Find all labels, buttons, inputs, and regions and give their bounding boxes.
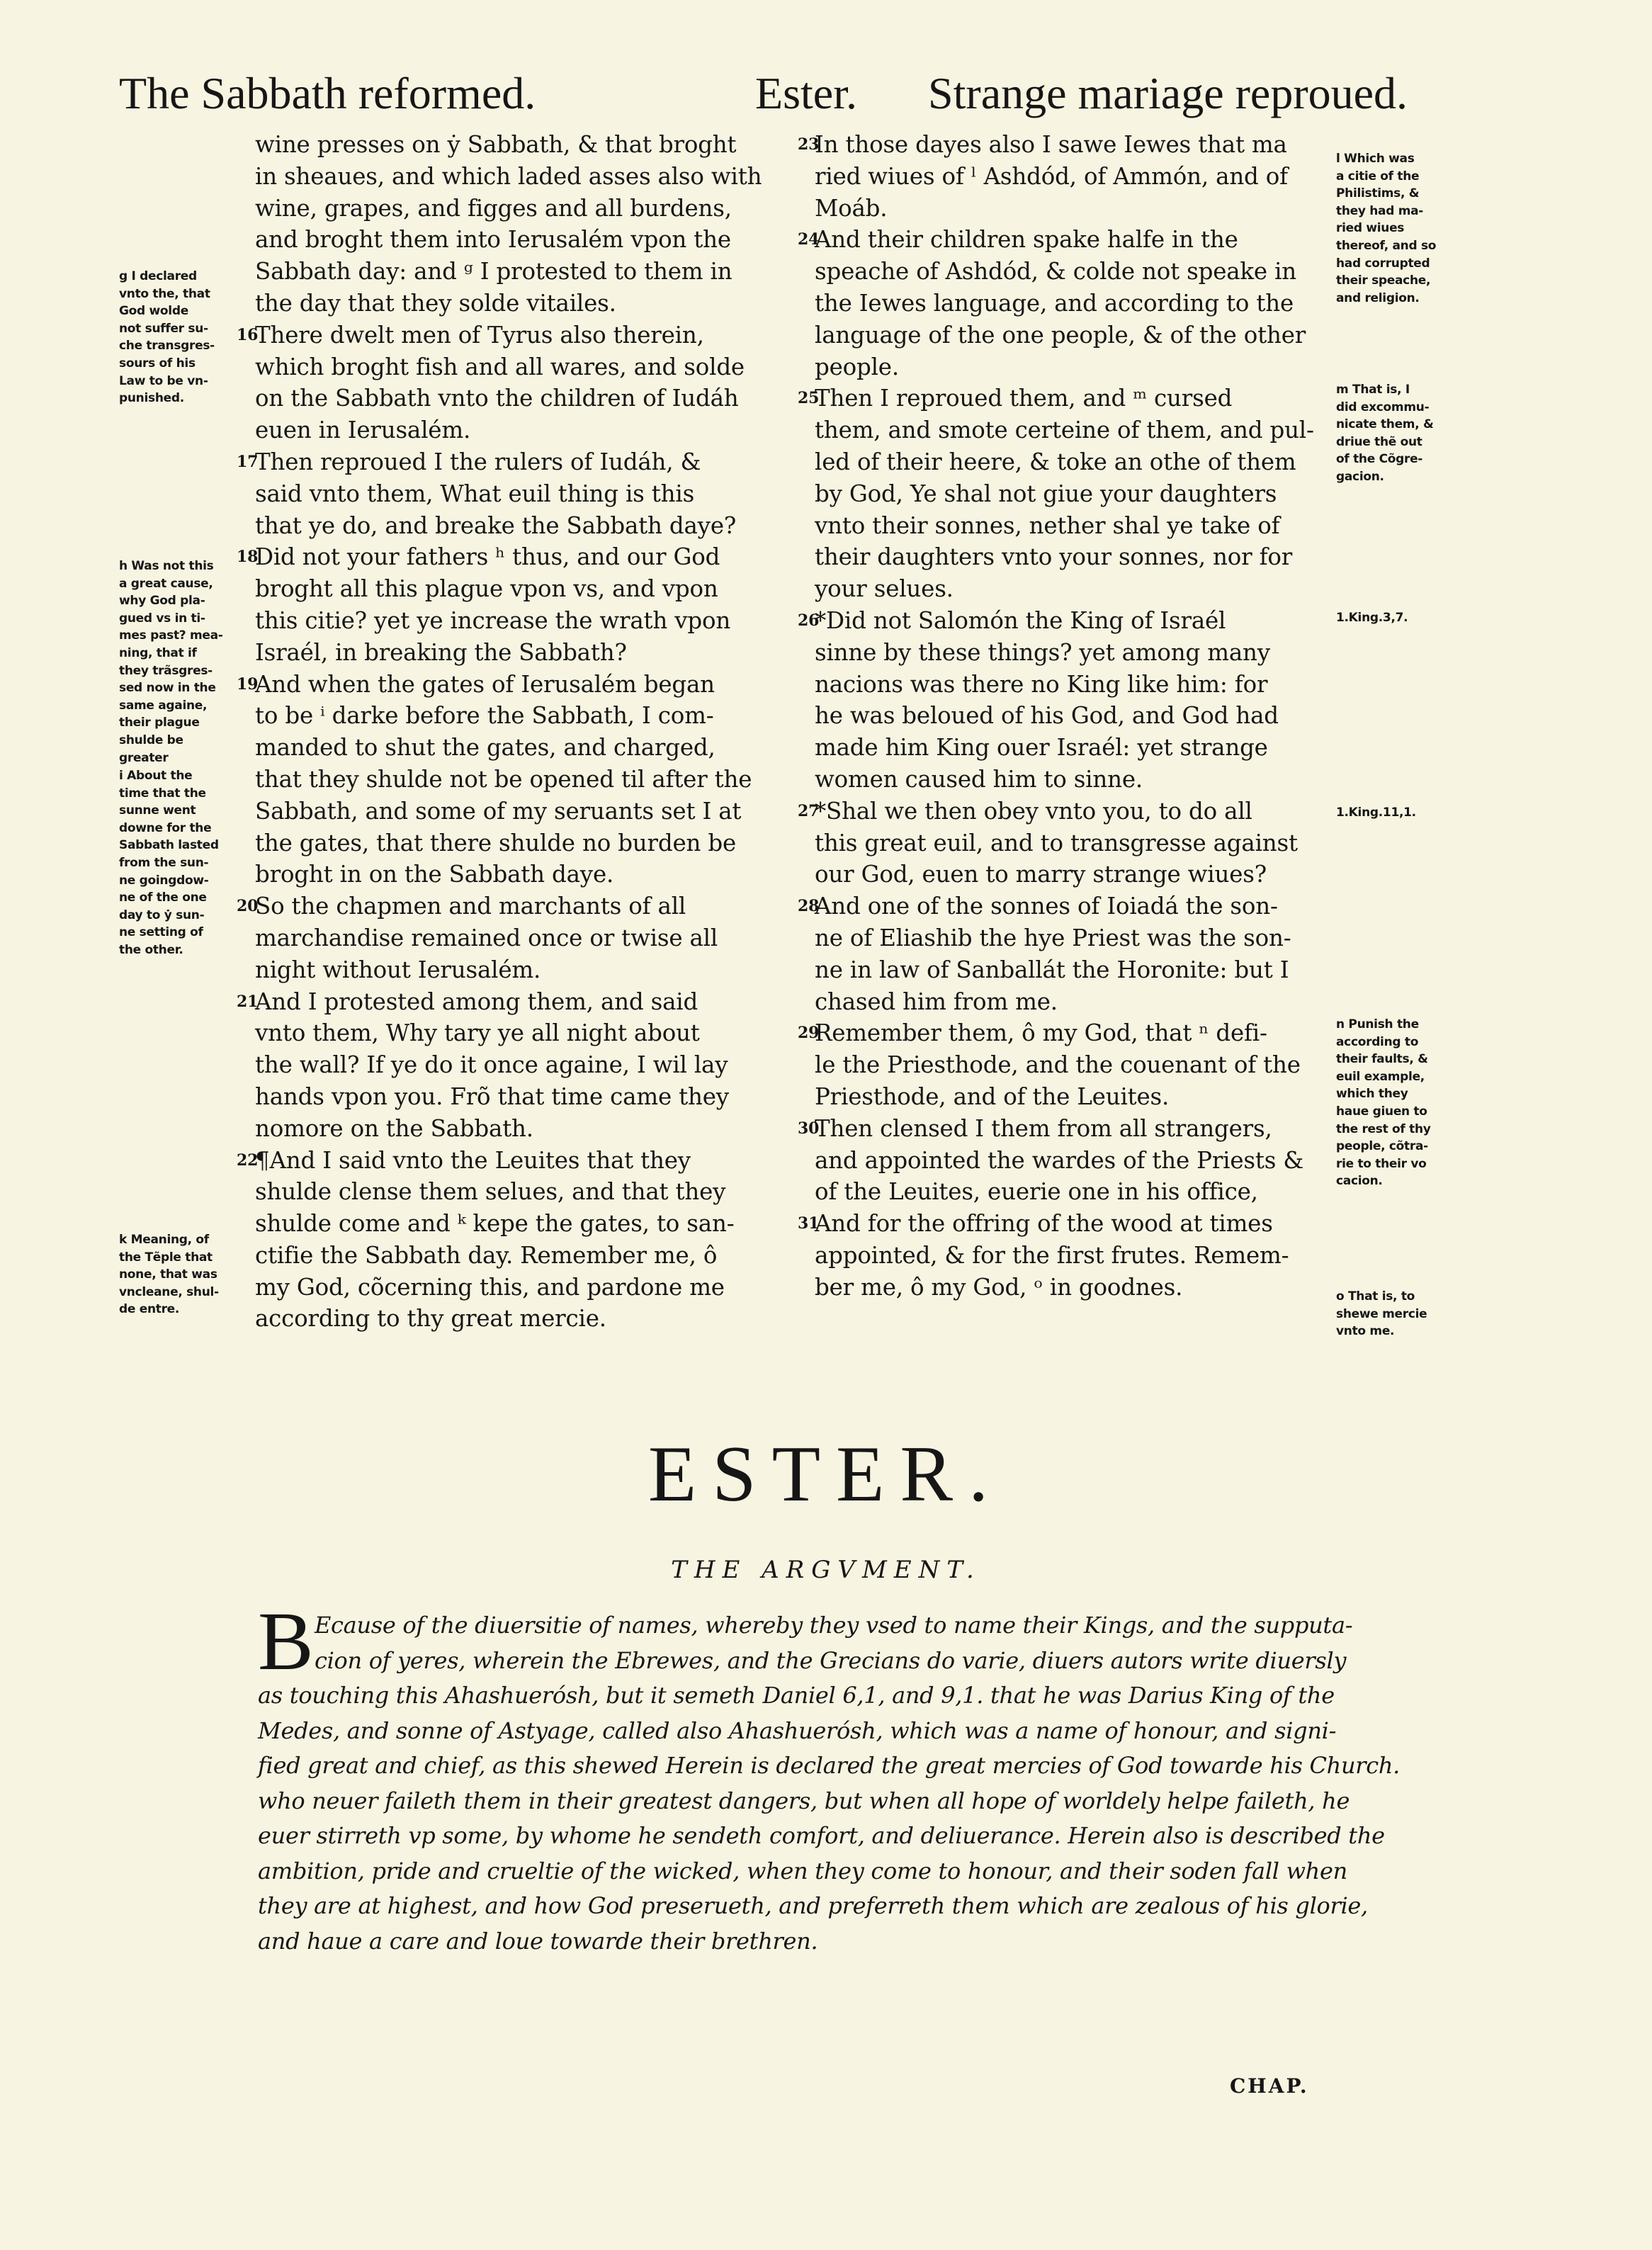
text-line xyxy=(255,796,793,827)
text-line xyxy=(815,637,1353,669)
line-text: euen in Ierusalém. xyxy=(255,417,471,444)
text-line xyxy=(815,764,1353,796)
text-line xyxy=(255,510,793,542)
text-line xyxy=(255,922,793,954)
line-text: made him King ouer Israél: yet strange xyxy=(815,734,1268,762)
text-line xyxy=(798,605,1353,637)
line-text: Israél, in breaking the Sabbath? xyxy=(255,638,627,666)
line-text: your selues. xyxy=(815,575,954,603)
line-text: and appointed the wardes of the Priests & xyxy=(815,1146,1304,1174)
argument-line: cion of yeres, wherein the Ebrewes, and the Grecians do varie, diuers autors write diuersly xyxy=(315,1646,1347,1674)
text-line xyxy=(815,669,1353,701)
line-text: Then I reproued them, and ᵐ cursed xyxy=(815,385,1233,412)
argument-line: who neuer faileth them in their greatest dangers, but when all hope of worldely helpe faileth, he xyxy=(258,1787,1350,1814)
line-text: Sabbath, and some of my seruants set I at xyxy=(255,797,742,825)
line-text: appointed, & for the first frutes. Remem- xyxy=(815,1241,1289,1269)
line-text: he was beloued of his God, and God had xyxy=(815,702,1279,730)
text-line xyxy=(255,827,793,859)
text-line xyxy=(815,922,1353,954)
line-text: shulde come and ᵏ kepe the gates, to san- xyxy=(255,1210,735,1238)
line-text: nomore on the Sabbath. xyxy=(255,1114,533,1142)
text-line xyxy=(255,732,793,764)
line-text: their daughters vnto your sonnes, nor for xyxy=(815,543,1293,571)
line-text: ¶And I said vnto the Leuites that they xyxy=(255,1146,691,1174)
text-line xyxy=(798,224,1353,256)
line-text: chased him from me. xyxy=(815,988,1058,1015)
header-left-title: The Sabbath reformed. xyxy=(119,68,536,118)
text-line xyxy=(798,796,1353,827)
text-line xyxy=(255,1208,793,1240)
text-line xyxy=(237,986,793,1018)
line-text: our God, euen to marry strange wiues? xyxy=(815,861,1267,888)
argument-dropcap: B xyxy=(258,1595,314,1688)
text-line xyxy=(798,1113,1353,1145)
verse-number: 25 xyxy=(798,389,820,408)
line-text: And their children spake halfe in the xyxy=(815,226,1238,254)
line-text: Sabbath day: and ᵍ I protested to them in xyxy=(255,258,732,286)
text-line xyxy=(255,129,793,161)
text-line xyxy=(815,859,1353,891)
line-text: ber me, ô my God, ᵒ in goodnes. xyxy=(815,1273,1183,1301)
line-text: that they shulde not be opened til after the xyxy=(255,765,752,793)
text-line xyxy=(815,1176,1353,1208)
text-line xyxy=(255,1240,793,1272)
line-text: this citie? yet ye increase the wrath vpon xyxy=(255,606,731,634)
text-line xyxy=(815,288,1353,320)
text-line xyxy=(255,1176,793,1208)
text-line xyxy=(255,764,793,796)
argument-line: they are at highest, and how God preserueth, and preferreth them which are zealous of his glorie, xyxy=(258,1892,1368,1919)
text-line xyxy=(255,605,793,637)
left-text-column xyxy=(237,129,793,1335)
text-line xyxy=(798,383,1353,414)
text-line xyxy=(815,414,1353,446)
line-text: So the chapmen and marchants of all xyxy=(255,893,686,920)
text-line xyxy=(815,700,1353,732)
text-line xyxy=(815,1145,1353,1177)
line-text: Priesthode, and of the Leuites. xyxy=(815,1082,1170,1110)
line-text: sinne by these things? yet among many xyxy=(815,638,1270,666)
line-text: vnto them, Why tary ye all night about xyxy=(255,1019,700,1047)
line-text: language of the one people, & of the other xyxy=(815,321,1306,349)
line-text: marchandise remained once or twise all xyxy=(255,924,718,951)
verse-number: 16 xyxy=(237,325,259,344)
line-text: ne in law of Sanballát the Horonite: but I xyxy=(815,956,1289,983)
verse-number: 20 xyxy=(237,897,259,916)
line-text: In those dayes also I sawe Iewes that ma xyxy=(815,131,1287,158)
line-text: le the Priesthode, and the couenant of the xyxy=(815,1051,1301,1079)
verse-number: 29 xyxy=(798,1024,820,1043)
line-text: said vnto them, What euil thing is this xyxy=(255,480,695,507)
text-line xyxy=(815,541,1353,573)
text-line xyxy=(815,732,1353,764)
text-line xyxy=(255,1113,793,1145)
text-line xyxy=(237,891,793,922)
line-text: Moáb. xyxy=(815,194,888,222)
line-text: ctifie the Sabbath day. Remember me, ô xyxy=(255,1241,718,1269)
text-line xyxy=(798,1208,1353,1240)
line-text: Remember them, ô my God, that ⁿ defi- xyxy=(815,1019,1267,1047)
line-text: hands vpon you. Frõ that time came they xyxy=(255,1082,729,1110)
text-line xyxy=(255,224,793,256)
text-line xyxy=(255,478,793,510)
line-text: manded to shut the gates, and charged, xyxy=(255,734,715,762)
margin-note: n Punish the according to their faults, & euil example, which they haue giuen to the rest of thy people, cõtra- rie to their vo cacion. xyxy=(1336,1017,1431,1189)
line-text: There dwelt men of Tyrus also therein, xyxy=(255,321,704,349)
text-line xyxy=(255,193,793,225)
text-line xyxy=(255,954,793,986)
line-text: which broght fish and all wares, and solde xyxy=(255,353,745,380)
margin-note: h Was not this a great cause, why God pla- gued vs in ti- mes past? mea- ning, that if they trãsgres- sed now in the same againe, their plague shulde be greater xyxy=(119,559,223,765)
argument-line: euer stirreth vp some, by whome he sendeth comfort, and deliuerance. Herein also is described the xyxy=(258,1822,1385,1849)
line-text: And I protested among them, and said xyxy=(255,988,698,1015)
line-text: wine presses on ẏ Sabbath, & that broght xyxy=(255,131,737,158)
margin-note: i About the time that the sunne went downe for the Sabbath lasted from the sun- ne goingdow- ne of the one day to ẏ sun- ne setting of the other. xyxy=(119,769,219,957)
argument-line: Ecause of the diuersitie of names, whereby they vsed to name their Kings, and the supputa- xyxy=(315,1612,1353,1639)
line-text: that ye do, and breake the Sabbath daye? xyxy=(255,511,737,539)
verse-number: 19 xyxy=(237,674,259,694)
text-line xyxy=(255,1081,793,1113)
margin-note: 1.King.11,1. xyxy=(1336,805,1416,820)
line-text: nacions was there no King like him: for xyxy=(815,670,1268,698)
text-line xyxy=(815,954,1353,986)
text-line xyxy=(815,478,1353,510)
catchword: CHAP. xyxy=(1230,2074,1309,2098)
text-line xyxy=(255,637,793,669)
line-text: vnto their sonnes, nether shal ye take of xyxy=(815,511,1280,539)
text-line xyxy=(255,414,793,446)
margin-note: 1.King.3,7. xyxy=(1336,611,1408,625)
text-line xyxy=(255,256,793,288)
line-text: this great euil, and to transgresse against xyxy=(815,829,1298,857)
right-text-column xyxy=(798,129,1353,1303)
text-line xyxy=(815,1272,1353,1304)
text-line xyxy=(815,1081,1353,1113)
line-text: night without Ierusalém. xyxy=(255,956,541,983)
verse-number: 18 xyxy=(237,548,259,567)
text-line xyxy=(237,669,793,701)
text-line xyxy=(798,129,1353,161)
argument-line: Medes, and sonne of Astyage, called also Ahashuerósh, which was a name of honour, and signi- xyxy=(258,1717,1337,1744)
text-line xyxy=(815,1049,1353,1081)
argument-heading: THE ARGVMENT. xyxy=(671,1556,981,1584)
running-header xyxy=(0,65,1652,129)
text-line xyxy=(815,161,1353,193)
line-text: the wall? If ye do it once againe, I wil lay xyxy=(255,1051,728,1079)
verse-number: 21 xyxy=(237,992,259,1011)
verse-number: 27 xyxy=(798,801,820,820)
text-line xyxy=(255,351,793,383)
text-line xyxy=(255,700,793,732)
text-line xyxy=(798,891,1353,922)
header-right-title: Strange mariage reproued. xyxy=(928,68,1408,118)
line-text: *Shal we then obey vnto you, to do all xyxy=(815,797,1252,825)
text-line xyxy=(255,161,793,193)
line-text: ne of Eliashib the hye Priest was the son- xyxy=(815,924,1291,951)
line-text: wine, grapes, and figges and all burdens, xyxy=(255,194,732,222)
line-text: And when the gates of Ierusalém began xyxy=(255,670,715,698)
line-text: And for the offring of the wood at times xyxy=(815,1210,1273,1238)
text-line xyxy=(255,288,793,320)
argument-line: ambition, pride and crueltie of the wicked, when they come to honour, and their soden fall when xyxy=(258,1857,1347,1884)
text-line xyxy=(255,859,793,891)
margin-note: k Meaning, of the Tẽple that none, that was vncleane, shul- de entre. xyxy=(119,1233,219,1317)
text-line xyxy=(255,1049,793,1081)
text-line xyxy=(237,320,793,351)
book-title: ESTER. xyxy=(647,1430,1005,1518)
line-text: And one of the sonnes of Ioiadá the son- xyxy=(815,893,1278,920)
line-text: my God, cõcerning this, and pardone me xyxy=(255,1273,725,1301)
line-text: the gates, that there shulde no burden be xyxy=(255,829,736,857)
text-line xyxy=(815,193,1353,225)
margin-note: o That is, to shewe mercie vnto me. xyxy=(1336,1289,1427,1339)
text-line xyxy=(815,446,1353,478)
line-text: shulde clense them selues, and that they xyxy=(255,1178,726,1206)
margin-note: l Which was a citie of the Philistims, & they had ma- ried wiues thereof, and so had corrupted their speache, and religion. xyxy=(1336,152,1437,305)
text-line xyxy=(255,1017,793,1049)
text-line xyxy=(255,1272,793,1304)
line-text: broght all this plague vpon vs, and vpon xyxy=(255,575,718,603)
line-text: led of their heere, & toke an othe of them xyxy=(815,448,1296,475)
line-text: Then reproued I the rulers of Iudáh, & xyxy=(255,448,701,475)
verse-number: 22 xyxy=(237,1151,259,1170)
text-line xyxy=(255,383,793,414)
line-text: broght in on the Sabbath daye. xyxy=(255,861,614,888)
text-line xyxy=(237,541,793,573)
line-text: ried wiues of ˡ Ashdód, of Ammón, and of xyxy=(815,162,1288,190)
verse-number: 17 xyxy=(237,452,259,471)
verse-number: 30 xyxy=(798,1119,820,1138)
line-text: the Iewes language, and according to the xyxy=(815,289,1294,317)
line-text: according to thy great mercie. xyxy=(255,1305,606,1333)
verse-number: 24 xyxy=(798,230,820,249)
text-line xyxy=(237,446,793,478)
line-text: people. xyxy=(815,353,899,380)
line-text: *Did not Salomón the King of Israél xyxy=(815,606,1226,634)
margin-note: g I declared vnto the, that God wolde not suffer su- che transgres- sours of his Law to be vn- punished. xyxy=(119,269,215,406)
line-text: women caused him to sinne. xyxy=(815,765,1143,793)
verse-number: 23 xyxy=(798,135,820,154)
text-line xyxy=(255,1303,793,1335)
margin-note: m That is, I did excommu- nicate them, & driue thẽ out of the Cõgre- gacion. xyxy=(1336,383,1434,484)
line-text: Did not your fathers ʰ thus, and our God xyxy=(255,543,720,571)
text-line xyxy=(815,256,1353,288)
text-line xyxy=(798,1017,1353,1049)
header-book-name: Ester. xyxy=(755,68,857,118)
line-text: to be ⁱ darke before the Sabbath, I com- xyxy=(255,702,714,730)
line-text: the day that they solde vitailes. xyxy=(255,289,616,317)
text-line xyxy=(815,986,1353,1018)
text-line xyxy=(237,1145,793,1177)
line-text: of the Leuites, euerie one in his office, xyxy=(815,1178,1258,1206)
text-line xyxy=(815,1240,1353,1272)
text-line xyxy=(815,351,1353,383)
line-text: in sheaues, and which laded asses also with xyxy=(255,162,762,190)
verse-number: 26 xyxy=(798,611,820,630)
line-text: speache of Ashdód, & colde not speake in xyxy=(815,258,1296,286)
text-line xyxy=(815,573,1353,605)
argument-line: and haue a care and loue towarde their brethren. xyxy=(258,1927,818,1955)
line-text: on the Sabbath vnto the children of Iudáh xyxy=(255,385,739,412)
argument-line: fied great and chief, as this shewed Herein is declared the great mercies of God towarde his Church. xyxy=(258,1752,1401,1779)
line-text: them, and smote certeine of them, and pul- xyxy=(815,417,1314,444)
text-line xyxy=(815,320,1353,351)
text-line xyxy=(255,573,793,605)
line-text: Then clensed I them from all strangers, xyxy=(815,1114,1272,1142)
line-text: by God, Ye shal not giue your daughters xyxy=(815,480,1277,507)
text-line xyxy=(815,827,1353,859)
verse-number: 31 xyxy=(798,1214,820,1233)
argument-line: as touching this Ahashuerósh, but it semeth Daniel 6,1, and 9,1. that he was Darius King of the xyxy=(258,1682,1335,1709)
argument-paragraph xyxy=(258,1608,1441,1959)
text-line xyxy=(815,510,1353,542)
verse-number: 28 xyxy=(798,897,820,916)
line-text: and broght them into Ierusalém vpon the xyxy=(255,226,731,254)
